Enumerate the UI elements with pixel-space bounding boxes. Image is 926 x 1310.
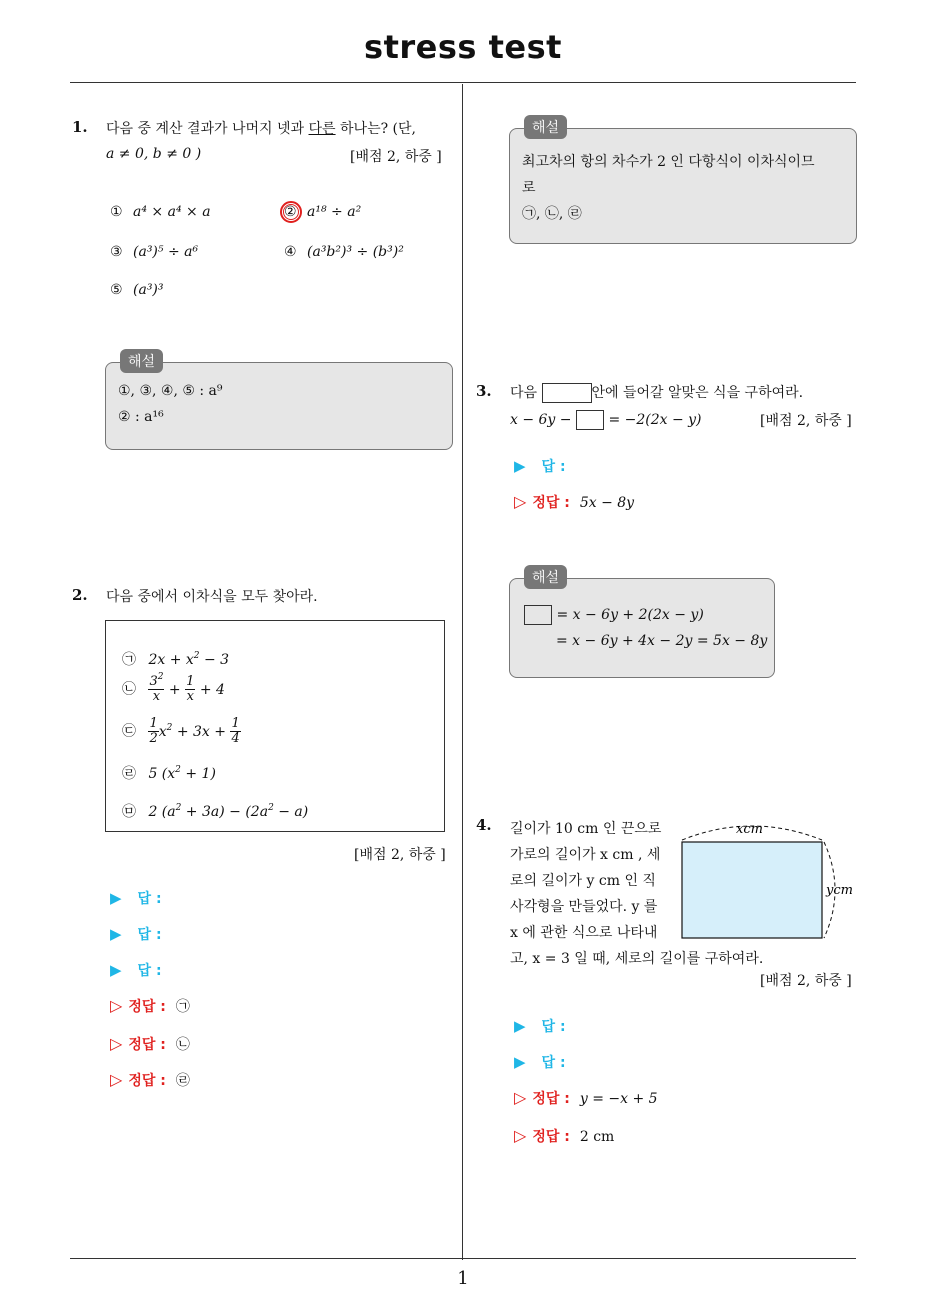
option-mark: ④ [284, 244, 297, 260]
selected-circle-icon [278, 199, 304, 225]
option-mark-text: ② [284, 204, 297, 220]
q4-correct-1 [514, 1088, 658, 1108]
correct-value: ㉡ [175, 1037, 190, 1053]
play-icon: ▶ [110, 961, 122, 979]
option-expr: (a³)³ [133, 282, 164, 298]
q2-solution-box [509, 120, 857, 244]
triangle-outline-icon: ▷ [514, 1088, 527, 1107]
option-expr: (a³b²)³ ÷ (b³)² [307, 244, 404, 260]
q2-item-5: ㉤ 2 $(a^2 + 3a) - (2a^2 - a)$ [122, 803, 309, 820]
item-mark: ㉢ [122, 723, 136, 740]
answer-label: 답 : [541, 1055, 566, 1071]
triangle-outline-icon: ▷ [110, 1070, 123, 1089]
q1-option-1[interactable] [110, 204, 211, 220]
solution-line: ② : a¹⁶ [118, 409, 164, 425]
q3-text [510, 382, 803, 403]
blank-box [542, 383, 592, 403]
header-rule [70, 82, 856, 83]
option-mark: ③ [110, 244, 123, 260]
solution-line: ①, ③, ④, ⑤ : a⁹ [118, 383, 223, 399]
q2-correct-2 [110, 1034, 190, 1054]
play-icon: ▶ [514, 1053, 526, 1071]
correct-label: 정답 : [532, 1091, 570, 1107]
solution-tag: 해설 [120, 349, 163, 373]
option-mark [284, 204, 301, 220]
q2-item-1: ㉠ $2x + x^2 - 3$ [122, 651, 230, 668]
column-divider [462, 84, 463, 1260]
triangle-outline-icon: ▷ [514, 492, 527, 511]
q4-text-line: 가로의 길이가 x cm , 세 [510, 847, 661, 863]
q4-answer-1[interactable] [514, 1016, 566, 1036]
q4-text-line: x 에 관한 식으로 나타내 [510, 925, 658, 941]
q4-correct-2 [514, 1126, 614, 1146]
solution-line: 최고차의 항의 차수가 2 인 다항식이 이차식이므 [522, 154, 815, 170]
q2-meta: [배점 2, 하중 ] [354, 847, 446, 863]
option-mark: ⑤ [110, 282, 123, 298]
q4-text-line: 로의 길이가 y cm 인 직 [510, 873, 656, 889]
q1-option-5[interactable] [110, 282, 164, 298]
q2-item-2: ㉡ $\frac{3^2}{x}$ + $\frac{1}{x}$ + 4 [122, 672, 225, 704]
blank-box [524, 605, 552, 625]
q4-number: 4. [476, 816, 492, 834]
q4-text-line: 고, x = 3 일 때, 세로의 길이를 구하여라. [510, 951, 764, 967]
correct-label: 정답 : [128, 1073, 166, 1089]
q3-number: 3. [476, 382, 492, 400]
q2-text: 다음 중에서 이차식을 모두 찾아라. [106, 589, 318, 605]
q2-answer-2[interactable] [110, 924, 162, 944]
item-mark: ㉡ [122, 681, 136, 698]
q1-text-underlined: 다른 [308, 121, 336, 137]
correct-value: ㉣ [175, 1073, 190, 1089]
q1-number: 1. [72, 118, 88, 136]
q2-answer-3[interactable] [110, 960, 162, 980]
answer-label: 답 : [541, 1019, 566, 1035]
page-number: 1 [457, 1268, 469, 1289]
correct-value: 2 cm [579, 1129, 615, 1145]
item-mark: ㉠ [122, 652, 136, 668]
item-mark: ㉤ [122, 804, 136, 820]
solution-line: ㉠, ㉡, ㉣ [522, 206, 582, 222]
solution-tag: 해설 [524, 565, 567, 589]
q1-text-pre: 다음 중 계산 결과가 나머지 넷과 [106, 121, 309, 137]
q1-option-3[interactable] [110, 244, 198, 260]
q4-answer-2[interactable] [514, 1052, 566, 1072]
q2-answer-1[interactable] [110, 888, 162, 908]
option-expr: a⁴ × a⁴ × a [133, 204, 211, 220]
q3-solution-box [509, 570, 775, 678]
triangle-outline-icon: ▷ [514, 1126, 527, 1145]
solution-line: = x − 6y + 4x − 2y = 5x − 8y [556, 633, 768, 649]
page-title: stress test [364, 28, 562, 66]
triangle-outline-icon: ▷ [110, 1034, 123, 1053]
triangle-outline-icon: ▷ [110, 996, 123, 1015]
rectangle-shape [682, 842, 822, 938]
side-dimension-label: ycm [826, 883, 853, 898]
answer-label: 답 : [541, 459, 566, 475]
q2-number: 2. [72, 586, 88, 604]
q2-correct-1 [110, 996, 190, 1016]
q4-rectangle-figure [676, 816, 862, 946]
item-mark: ㉣ [122, 766, 136, 782]
play-icon: ▶ [514, 1017, 526, 1035]
footer-rule [70, 1258, 856, 1259]
q3-text-pre: 다음 [510, 385, 538, 401]
solution-line: 로 [522, 180, 536, 196]
answer-label: 답 : [137, 891, 162, 907]
option-expr: (a³)⁵ ÷ a⁶ [133, 244, 199, 260]
q3-equation [510, 410, 702, 430]
q2-item-3: ㉢ $\frac{1}{2}$ $x^2 + 3x$ + $\frac{1}{4}$ [122, 716, 240, 746]
correct-value: y = −x + 5 [579, 1091, 658, 1107]
option-mark: ① [110, 204, 123, 220]
top-dimension-label: xcm [736, 822, 763, 837]
q2-item-4: ㉣ 5 $(x^2 + 1)$ [122, 765, 216, 782]
q2-correct-3 [110, 1070, 190, 1090]
answer-label: 답 : [137, 963, 162, 979]
blank-box [576, 410, 604, 430]
q3-answer[interactable] [514, 456, 566, 476]
q3-eq-right: = −2(2x − y) [608, 412, 702, 428]
q1-option-2[interactable] [284, 204, 361, 220]
q3-text-post: 안에 들어갈 알맞은 식을 구하여라. [591, 385, 804, 401]
play-icon: ▶ [110, 889, 122, 907]
q3-meta: [배점 2, 하중 ] [760, 413, 852, 429]
q4-text-line: 사각형을 만들었다. y 를 [510, 899, 658, 915]
correct-value: ㉠ [175, 999, 190, 1015]
q4-meta: [배점 2, 하중 ] [760, 973, 852, 989]
q1-text-post: 하나는? (단, [335, 121, 416, 137]
play-icon: ▶ [110, 925, 122, 943]
correct-value: 5x − 8y [579, 495, 635, 511]
q1-meta: [배점 2, 하중 ] [350, 149, 442, 165]
solution-line-text: = x − 6y + 2(2x − y) [556, 607, 704, 623]
answer-label: 답 : [137, 927, 162, 943]
q2-expression-box [105, 620, 445, 832]
solution-line [524, 605, 704, 625]
q1-option-4[interactable] [284, 244, 404, 260]
q3-correct [514, 492, 634, 512]
correct-label: 정답 : [532, 1129, 570, 1145]
q3-eq-left: x − 6y − [510, 412, 572, 428]
option-expr: a¹⁸ ÷ a² [307, 204, 362, 220]
q4-text-line: 길이가 10 cm 인 끈으로 [510, 821, 662, 837]
correct-label: 정답 : [128, 999, 166, 1015]
play-icon: ▶ [514, 457, 526, 475]
correct-label: 정답 : [128, 1037, 166, 1053]
q1-solution-box [105, 354, 453, 450]
correct-label: 정답 : [532, 495, 570, 511]
q1-text-line2: a ≠ 0, b ≠ 0 ) [106, 146, 202, 162]
solution-tag: 해설 [524, 115, 567, 139]
q1-text-line1 [106, 118, 416, 138]
